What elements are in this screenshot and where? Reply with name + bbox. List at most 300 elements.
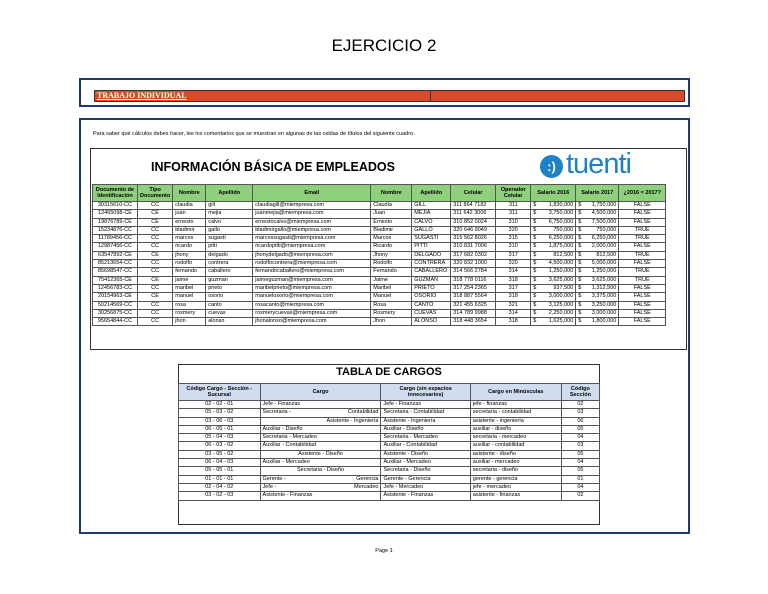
cargo-row xyxy=(179,409,600,417)
currency-symbol: $ xyxy=(533,268,537,275)
cargo-clean-cell: Jefe - Finanzas xyxy=(381,401,470,409)
employee-salary-cell xyxy=(531,210,576,218)
cargo-cell: Auxiliar - Mercadeo xyxy=(260,459,381,467)
employee-cell: calvo xyxy=(206,218,253,226)
employee-cell: 318 887 5564 xyxy=(451,293,496,301)
currency-symbol: $ xyxy=(578,260,582,267)
employee-cell: CE xyxy=(138,251,173,259)
employee-cell: sugasti xyxy=(206,235,253,243)
cargo-section-cell: 06 xyxy=(561,417,599,425)
salary-value xyxy=(578,210,616,217)
employee-cell: fernandocaballero@miempresa.com xyxy=(253,268,371,276)
employee-compare-cell: FALSE xyxy=(619,202,666,210)
employee-cell: cuevas xyxy=(206,309,253,317)
employee-salary-cell xyxy=(531,309,576,317)
cargo-row xyxy=(179,483,600,491)
employee-cell: delgado xyxy=(206,251,253,259)
employee-salary-cell xyxy=(576,251,619,259)
employee-cell: 311 xyxy=(496,210,531,218)
salary-value xyxy=(533,277,573,284)
employee-cell: Bladimir xyxy=(371,226,412,234)
employee-salary-cell xyxy=(531,260,576,268)
section-band xyxy=(79,78,690,107)
employee-cell: Jaime xyxy=(371,276,412,284)
employee-salary-cell xyxy=(576,301,619,309)
employee-cell: gallo xyxy=(206,226,253,234)
employee-cell: 314 xyxy=(496,268,531,276)
employee-compare-cell: FALSE xyxy=(619,218,666,226)
salary-value xyxy=(533,202,573,209)
employee-compare-cell: FALSE xyxy=(619,210,666,218)
cargo-text xyxy=(263,484,379,491)
employee-cell: 321 455 6325 xyxy=(451,301,496,309)
employee-cell: Juan xyxy=(371,210,412,218)
employee-salary-cell xyxy=(576,309,619,317)
salary-value xyxy=(578,268,616,275)
employee-cell: 85698547-CC xyxy=(93,268,138,276)
employees-header-cell: Salario 2017 xyxy=(576,185,619,202)
salary-amount: 1,875,000 xyxy=(548,243,574,250)
employee-salary-cell xyxy=(576,218,619,226)
employee-salary-cell xyxy=(531,293,576,301)
salary-value xyxy=(578,318,616,325)
employee-row xyxy=(93,218,666,226)
employee-cell: SUGASTI xyxy=(412,235,451,243)
salary-value xyxy=(533,318,573,325)
cargo-clean-cell: Asistente - Finanzas xyxy=(381,492,470,500)
cargo-row xyxy=(179,459,600,467)
salary-value xyxy=(533,210,573,217)
employee-cell: 320 xyxy=(496,260,531,268)
employee-cell: Claudia xyxy=(371,202,412,210)
salary-value xyxy=(533,219,573,226)
salary-value xyxy=(578,310,616,317)
employee-cell: Rosmery xyxy=(371,309,412,317)
employee-salary-cell xyxy=(576,318,619,326)
employee-cell: Jhon xyxy=(371,318,412,326)
cargos-header-cell: Cargo en Minúsculas xyxy=(470,384,561,401)
cargo-code-cell: 06 - 04 - 03 xyxy=(179,459,261,467)
employee-row xyxy=(93,243,666,251)
cargo-clean-cell: Asistente - Diseño xyxy=(381,450,470,458)
salary-amount: 3,125,000 xyxy=(548,301,574,308)
cargo-lower-cell: gerente - gerencia xyxy=(470,475,561,483)
salary-value xyxy=(533,252,573,259)
cargo-lower-cell: auxiliar - diseño xyxy=(470,425,561,433)
employee-cell: 85213654-CC xyxy=(93,260,138,268)
employee-cell: CE xyxy=(138,293,173,301)
cargos-header-cell: Cargo (sin espacios innecesarios) xyxy=(381,384,470,401)
salary-value xyxy=(533,293,573,300)
band-bar xyxy=(94,90,685,102)
employees-table xyxy=(92,184,666,326)
employee-cell: rosmery xyxy=(173,309,206,317)
cargo-part: Jefe - xyxy=(262,483,277,490)
employees-header-cell: Salario 2016 xyxy=(531,185,576,202)
employee-salary-cell xyxy=(576,293,619,301)
employee-salary-cell xyxy=(531,235,576,243)
employee-cell: 321 xyxy=(496,301,531,309)
cargo-lower-cell: asistente - ingeniería xyxy=(470,417,561,425)
employee-cell: CC xyxy=(138,318,173,326)
cargo-row xyxy=(179,434,600,442)
employee-salary-cell xyxy=(531,202,576,210)
employee-cell: 50214569-CC xyxy=(93,301,138,309)
salary-value xyxy=(578,202,616,209)
salary-amount: 2,000,000 xyxy=(591,243,617,250)
employee-compare-cell: TRUE xyxy=(619,235,666,243)
employee-cell: CABALLERO xyxy=(412,268,451,276)
employee-cell: 19876789-CE xyxy=(93,218,138,226)
cargo-code-cell: 03 - 06 - 03 xyxy=(179,417,261,425)
currency-symbol: $ xyxy=(578,218,582,225)
cargos-header-cell: Código Cargo - Sección - Sucursal xyxy=(179,384,261,401)
salary-amount: 3,250,000 xyxy=(591,301,617,308)
cargos-header-cell: Código Sección xyxy=(561,384,599,401)
cargo-clean-cell: Secretaria - Diseño xyxy=(381,467,470,475)
employee-salary-cell xyxy=(576,235,619,243)
employee-cell: bladimir xyxy=(173,226,206,234)
salary-amount: 750,000 xyxy=(596,226,617,233)
employee-cell: ricardopitti@miempresa.com xyxy=(253,243,371,251)
cargo-part: Contabilidad xyxy=(347,409,379,416)
employee-cell: 311 xyxy=(496,202,531,210)
employee-cell: pitti xyxy=(206,243,253,251)
cargo-code-cell: 03 - 02 - 03 xyxy=(179,492,261,500)
employee-compare-cell: FALSE xyxy=(619,318,666,326)
employee-row xyxy=(93,226,666,234)
cargo-part: Mercadeo xyxy=(354,483,379,490)
employee-cell: 11789456-CC xyxy=(93,235,138,243)
employee-compare-cell: FALSE xyxy=(619,293,666,301)
employee-cell: 310 xyxy=(496,218,531,226)
cargo-code-cell: 06 - 03 - 02 xyxy=(179,442,261,450)
employee-row xyxy=(93,268,666,276)
employee-cell: 318 778 0116 xyxy=(451,276,496,284)
currency-symbol: $ xyxy=(578,301,582,308)
employee-salary-cell xyxy=(576,210,619,218)
cargo-clean-cell: Auxiliar - Mercadeo xyxy=(381,459,470,467)
cargo-code-cell: 02 - 04 - 02 xyxy=(179,483,261,491)
employee-cell: 315 562 8026 xyxy=(451,235,496,243)
employee-cell: GUZMAN xyxy=(412,276,451,284)
currency-symbol: $ xyxy=(578,226,582,233)
cargo-cell: Auxiliar - Diseño xyxy=(260,425,381,433)
cargo-section-cell: 04 xyxy=(561,459,599,467)
currency-symbol: $ xyxy=(533,235,537,242)
salary-value xyxy=(533,243,573,250)
salary-amount: 3,625,000 xyxy=(548,276,574,283)
employee-row xyxy=(93,276,666,284)
currency-symbol: $ xyxy=(533,276,537,283)
salary-value xyxy=(578,235,616,242)
employee-compare-cell: FALSE xyxy=(619,243,666,251)
page-title: EJERCICIO 2 xyxy=(331,36,437,55)
cargo-section-cell: 04 xyxy=(561,434,599,442)
cargo-row xyxy=(179,450,600,458)
currency-symbol: $ xyxy=(533,318,537,325)
employee-salary-cell xyxy=(531,243,576,251)
currency-symbol: $ xyxy=(578,210,582,217)
employee-cell: 311 864 7182 xyxy=(451,202,496,210)
currency-symbol: $ xyxy=(533,210,537,217)
cargo-section-cell: 01 xyxy=(561,475,599,483)
employee-cell: 12987456-CC xyxy=(93,243,138,251)
cargo-clean-cell: Gerente - Gerencia xyxy=(381,475,470,483)
employee-cell: CC xyxy=(138,202,173,210)
cargo-lower-cell: asistente - finanzas xyxy=(470,492,561,500)
employee-cell: ernestocalvo@miempresa.com xyxy=(253,218,371,226)
cargo-cell: Auxiliar - Contabilidad xyxy=(260,442,381,450)
salary-amount: 2,250,000 xyxy=(548,309,574,316)
cargo-part: Gerente - xyxy=(262,475,286,482)
employee-cell: 63547892-CE xyxy=(93,251,138,259)
cargo-lower-cell: auxiliar - mercadeo xyxy=(470,459,561,467)
salary-amount: 1,830,000 xyxy=(548,202,574,208)
employee-compare-cell: TRUE xyxy=(619,276,666,284)
employee-compare-cell: FALSE xyxy=(619,260,666,268)
cargo-cell: Asistente - Diseño xyxy=(260,450,381,458)
employee-salary-cell xyxy=(576,284,619,292)
currency-symbol: $ xyxy=(533,260,537,267)
salary-amount: 3,750,000 xyxy=(548,210,574,217)
cargo-part: Secretaria - xyxy=(262,409,291,416)
employee-cell: jhony xyxy=(173,251,206,259)
employee-row xyxy=(93,284,666,292)
employee-compare-cell: TRUE xyxy=(619,251,666,259)
employees-header-cell: Celular xyxy=(451,185,496,202)
employee-cell: prieto xyxy=(206,284,253,292)
cargo-row xyxy=(179,417,600,425)
employee-cell: 314 789 9988 xyxy=(451,309,496,317)
employee-cell: CC xyxy=(138,309,173,317)
employee-cell: 310 xyxy=(496,243,531,251)
employee-cell: 75412365-CE xyxy=(93,276,138,284)
salary-value xyxy=(578,219,616,226)
salary-amount: 812,500 xyxy=(596,251,617,258)
employee-cell: canto xyxy=(206,301,253,309)
salary-amount: 1,625,000 xyxy=(548,318,574,325)
cargo-clean-cell: Asistente - Ingeniería xyxy=(381,417,470,425)
employee-compare-cell: TRUE xyxy=(619,268,666,276)
employee-cell: CANTO xyxy=(412,301,451,309)
salary-amount: 1,800,000 xyxy=(591,318,617,325)
tuenti-logo-icon: :) xyxy=(540,155,563,178)
employee-cell: gill xyxy=(206,202,253,210)
employee-cell: 314 xyxy=(496,309,531,317)
cargo-row xyxy=(179,401,600,409)
employee-row xyxy=(93,301,666,309)
tuenti-logo xyxy=(540,148,650,182)
employee-cell: 317 254 2365 xyxy=(451,284,496,292)
salary-amount: 937,500 xyxy=(553,284,574,291)
employee-cell: ALONSO xyxy=(412,318,451,326)
cargo-row xyxy=(179,425,600,433)
employee-cell: Rodolfo xyxy=(371,260,412,268)
employee-cell: CC xyxy=(138,260,173,268)
employee-row xyxy=(93,251,666,259)
employee-cell: jhon xyxy=(173,318,206,326)
employee-salary-cell xyxy=(531,268,576,276)
cargo-lower-cell: auxiliar - contabilidad xyxy=(470,442,561,450)
cargo-code-cell: 05 - 03 - 02 xyxy=(179,409,261,417)
currency-symbol: $ xyxy=(578,318,582,325)
employee-cell: jaimeguzman@miempresa.com xyxy=(253,276,371,284)
salary-amount: 6,250,000 xyxy=(591,235,617,242)
employee-cell: bladimirgallo@miempresa.com xyxy=(253,226,371,234)
employee-cell: Rosa xyxy=(371,301,412,309)
cargo-section-cell: 05 xyxy=(561,467,599,475)
employee-cell: claudiagill@miempresa.com xyxy=(253,202,371,210)
employee-cell: Manuel xyxy=(371,293,412,301)
employee-cell: ernesto xyxy=(173,218,206,226)
employee-cell: contrera xyxy=(206,260,253,268)
employee-cell: 95654844-CC xyxy=(93,318,138,326)
currency-symbol: $ xyxy=(578,293,582,300)
salary-amount: 750,000 xyxy=(553,226,574,233)
currency-symbol: $ xyxy=(533,309,537,316)
employees-header-cell: Email xyxy=(253,185,371,202)
salary-amount: 3,625,000 xyxy=(591,276,617,283)
cargo-cell: Asistente - Ingeniería xyxy=(260,417,381,425)
salary-value xyxy=(533,260,573,267)
employee-cell: CC xyxy=(138,301,173,309)
cargo-lower-cell: jefe - finanzas xyxy=(470,401,561,409)
currency-symbol: $ xyxy=(533,293,537,300)
employees-title: INFORMACIÓN BÁSICA DE EMPLEADOS xyxy=(151,160,395,174)
employee-cell: Fernando xyxy=(371,268,412,276)
currency-symbol: $ xyxy=(578,309,582,316)
employee-row xyxy=(93,293,666,301)
cargos-title: TABLA DE CARGOS xyxy=(336,366,442,378)
cargo-part: Gerencia xyxy=(356,475,379,482)
currency-symbol: $ xyxy=(533,284,537,291)
cargo-code-cell: 01 - 01 - 01 xyxy=(179,475,261,483)
employee-cell: 318 xyxy=(496,276,531,284)
salary-amount: 1,750,000 xyxy=(591,202,617,208)
employee-cell: caballero xyxy=(206,268,253,276)
employee-cell: 30256875-CC xyxy=(93,309,138,317)
employee-cell: GALLO xyxy=(412,226,451,234)
employee-cell: manuelosorio@miempresa.com xyxy=(253,293,371,301)
employee-cell: CC xyxy=(138,226,173,234)
employees-header-cell: Nombre xyxy=(173,185,206,202)
employee-cell: manuel xyxy=(173,293,206,301)
employee-cell: CC xyxy=(138,268,173,276)
employee-cell: CC xyxy=(138,235,173,243)
currency-symbol: $ xyxy=(578,268,582,275)
tuenti-logo-word: tuenti xyxy=(566,148,631,180)
cargo-lower-cell: jefe - mercadeo xyxy=(470,483,561,491)
employee-cell: 310 852 0024 xyxy=(451,218,496,226)
cargo-code-cell: 06 - 05 - 01 xyxy=(179,425,261,433)
employee-cell: 12456783-CC xyxy=(93,284,138,292)
employee-cell: Jhony xyxy=(371,251,412,259)
cargo-lower-cell: secretaria - mercadeo xyxy=(470,434,561,442)
employee-compare-cell: TRUE xyxy=(619,226,666,234)
page-number: Page 1 xyxy=(375,548,393,554)
salary-amount: 3,000,000 xyxy=(591,309,617,316)
cargo-lower-cell: secretaria - diseño xyxy=(470,467,561,475)
employee-cell: 320 xyxy=(496,226,531,234)
employee-cell: rodolfocontrera@miempresa.com xyxy=(253,260,371,268)
employee-salary-cell xyxy=(576,202,619,210)
employee-cell: CE xyxy=(138,210,173,218)
salary-amount: 1,250,000 xyxy=(548,268,574,275)
employee-cell: maribelprieto@miempresa.com xyxy=(253,284,371,292)
employee-salary-cell xyxy=(531,301,576,309)
employee-cell: CC xyxy=(138,243,173,251)
employee-salary-cell xyxy=(531,284,576,292)
salary-amount: 1,312,500 xyxy=(591,284,617,291)
cargo-section-cell: 05 xyxy=(561,450,599,458)
employee-salary-cell xyxy=(531,276,576,284)
cargo-section-cell: 03 xyxy=(561,409,599,417)
salary-amount: 5,000,000 xyxy=(591,260,617,267)
employees-header-cell: Tipo Documento xyxy=(138,185,173,202)
employee-cell: PITTI xyxy=(412,243,451,251)
salary-amount: 812,500 xyxy=(553,251,574,258)
currency-symbol: $ xyxy=(533,243,537,250)
employee-salary-cell xyxy=(576,226,619,234)
employees-header-cell: ¿2016 = 2017? xyxy=(619,185,666,202)
employee-cell: Ricardo xyxy=(371,243,412,251)
cargo-text xyxy=(263,476,379,483)
employee-cell: alonso xyxy=(206,318,253,326)
employee-salary-cell xyxy=(531,251,576,259)
employee-cell: ricardo xyxy=(173,243,206,251)
salary-amount: 1,250,000 xyxy=(591,268,617,275)
cargo-cell: Jefe - Finanzas xyxy=(260,401,381,409)
employee-compare-cell: FALSE xyxy=(619,284,666,292)
currency-symbol: $ xyxy=(533,301,537,308)
cargo-section-cell: 04 xyxy=(561,483,599,491)
employee-salary-cell xyxy=(576,276,619,284)
employees-header-cell: Apellido xyxy=(206,185,253,202)
cargo-row xyxy=(179,442,600,450)
employee-cell: 320 832 1000 xyxy=(451,260,496,268)
employee-salary-cell xyxy=(531,226,576,234)
cargo-row xyxy=(179,475,600,483)
employee-row xyxy=(93,260,666,268)
employee-cell: CC xyxy=(138,284,173,292)
employee-salary-cell xyxy=(576,243,619,251)
employee-cell: 314 566 2784 xyxy=(451,268,496,276)
employee-row xyxy=(93,318,666,326)
employee-cell: jaime xyxy=(173,276,206,284)
currency-symbol: $ xyxy=(533,251,537,258)
salary-amount: 6,250,000 xyxy=(548,235,574,242)
salary-value xyxy=(578,277,616,284)
cargos-header-cell: Cargo xyxy=(260,384,381,401)
employee-cell: rosa xyxy=(173,301,206,309)
salary-value xyxy=(533,302,573,309)
employees-header-cell: Apellido xyxy=(412,185,451,202)
salary-amount: 3,375,000 xyxy=(591,293,617,300)
salary-amount: 6,750,000 xyxy=(548,218,574,225)
currency-symbol: $ xyxy=(578,202,582,208)
cargo-lower-cell: secretaria - contabilidad xyxy=(470,409,561,417)
employee-cell: 311 642 3006 xyxy=(451,210,496,218)
employee-cell: 320 646 9049 xyxy=(451,226,496,234)
employee-cell: juan xyxy=(173,210,206,218)
employee-cell: 15234876-CC xyxy=(93,226,138,234)
employee-cell: CUEVAS xyxy=(412,309,451,317)
employee-cell: 12465098-CE xyxy=(93,210,138,218)
cargo-cell: Secretaria - Diseño xyxy=(260,467,381,475)
salary-value xyxy=(533,310,573,317)
employee-salary-cell xyxy=(531,318,576,326)
